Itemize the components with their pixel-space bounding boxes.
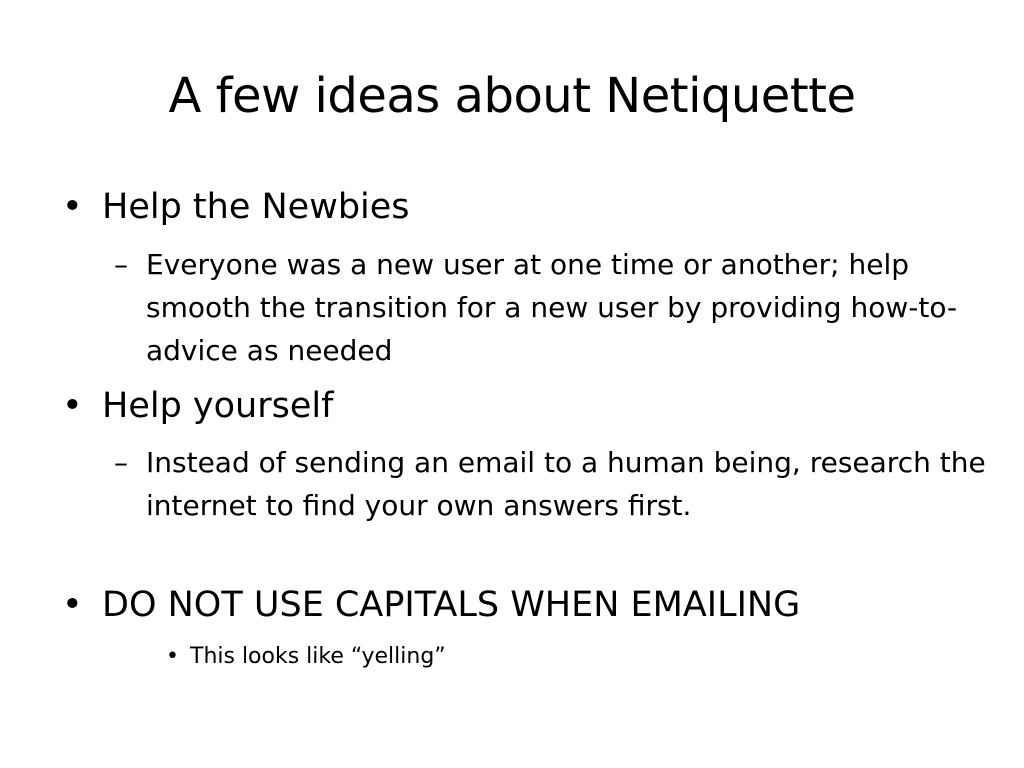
sub-bullet-text: Everyone was a new user at one time or another; help smooth the transition for a new user by providing how-to-advice as needed — [146, 248, 958, 367]
sub-bullet-marker: – — [114, 446, 128, 479]
sub-bullet-marker: – — [114, 248, 128, 281]
sub-bullet-yourself — [114, 441, 994, 527]
slide-title: A few ideas about Netiquette — [168, 68, 856, 124]
sub-sub-bullet-marker: • — [166, 644, 179, 669]
bullet-text: DO NOT USE CAPITALS WHEN EMAILING — [102, 585, 801, 625]
bullet-marker: • — [62, 386, 83, 426]
sub-bullet-newbies — [114, 243, 994, 372]
bullet-marker: • — [62, 187, 83, 227]
bullet-marker: • — [62, 585, 83, 625]
sub-sub-bullet-text: This looks like “yelling” — [190, 644, 446, 669]
sub-bullet-text: Instead of sending an email to a human being, research the internet to find your own answers first. — [146, 446, 986, 522]
bullet-text: Help yourself — [102, 386, 334, 426]
bullet-text: Help the Newbies — [102, 187, 410, 227]
